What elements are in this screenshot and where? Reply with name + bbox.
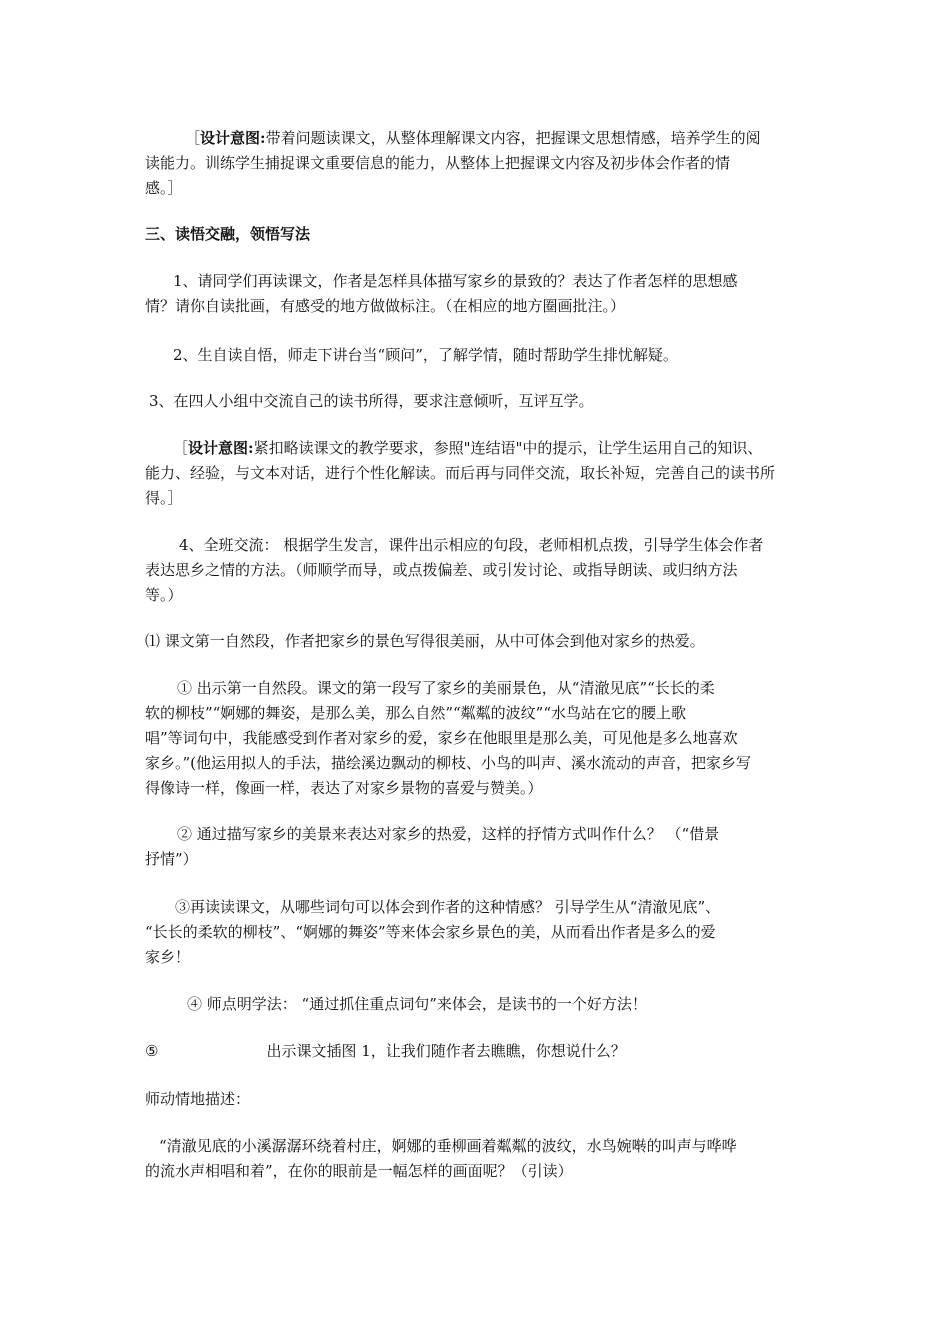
paragraph-line: 抒情”） xyxy=(145,850,198,868)
paragraph-line: 4、全班交流： 根据学生发言，课件出示相应的句段，老师相机点拨，引导学生体会作者 xyxy=(179,536,764,554)
step-3-paragraph xyxy=(145,389,817,414)
paragraph-line: “长长的柔软的柳枝”、“婀娜的舞姿”等来体会家乡景色的美，从而看出作者是多么的爱 xyxy=(145,923,716,941)
teacher-description-paragraph xyxy=(145,1134,817,1184)
paragraph-line: 感。］ xyxy=(145,179,183,197)
paragraph-line: 软的柳枝”“婀娜的舞姿，是那么美，那么自然”“粼粼的波纹”“水鸟站在它的腰上歌 xyxy=(145,704,687,722)
paragraph-line: 唱”等词句中，我能感受到作者对家乡的爱，家乡在他眼里是那么美，可见他是多么地喜欢 xyxy=(145,729,738,747)
paragraph-line: ③再读读课文，从哪些词句可以体会到作者的这种情感？ 引导学生从“清澈见底”、 xyxy=(175,898,721,916)
item-marker: ⑤ xyxy=(145,1042,159,1060)
paragraph-line: ① 出示第一自然段。课文的第一段写了家乡的美丽景色，从“清澈见底”“长长的柔 xyxy=(177,679,715,697)
paragraph-line: 等。） xyxy=(145,586,183,604)
bracket-open: ［ xyxy=(173,439,189,457)
paragraph-line: 家乡！ xyxy=(145,948,191,966)
paragraph-line: 得。］ xyxy=(145,489,183,507)
bracket-open: ［ xyxy=(185,129,201,147)
sub-item-2-paragraph xyxy=(145,822,817,872)
design-intent-paragraph-1 xyxy=(145,126,817,201)
paragraph-line: 能力、经验，与文本对话，进行个性化解读。而后再与同伴交流，取长补短，完善自己的读书所 xyxy=(145,464,776,482)
sub-item-1-paragraph xyxy=(145,676,817,801)
step-1-paragraph xyxy=(145,269,817,319)
item-1-paragraph xyxy=(145,629,817,654)
paragraph-line: 家乡。”(他运用拟人的手法，描绘溪边飘动的柳枝、小鸟的叫声、溪水流动的声音，把家乡写 xyxy=(145,754,752,772)
paragraph-line: 2、生自读自悟，师走下讲台当“顾问”，了解学情，随时帮助学生排忧解疑。 xyxy=(173,346,678,364)
paragraph-line: ④ 师点明学法： “通过抓住重点词句”来体会，是读书的一个好方法！ xyxy=(187,995,647,1013)
sub-item-3-paragraph xyxy=(145,895,817,970)
design-intent-label: 设计意图: xyxy=(200,129,266,147)
paragraph-line: 出示课文插图 1，让我们随作者去瞧瞧，你想说什么？ xyxy=(266,1042,626,1060)
sub-item-5-paragraph xyxy=(145,1039,817,1064)
sub-item-4-paragraph xyxy=(145,992,817,1017)
paragraph-line: ⑴ 课文第一自然段，作者把家乡的景色写得很美丽，从中可体会到他对家乡的热爱。 xyxy=(145,632,705,650)
paragraph-line: 3、在四人小组中交流自己的读书所得，要求注意倾听，互评互学。 xyxy=(149,392,594,410)
teacher-description-label: 师动情地描述： xyxy=(145,1090,251,1108)
design-intent-label: 设计意图: xyxy=(188,439,254,457)
paragraph-line: 读能力。训练学生捕捉课文重要信息的能力，从整体上把握课文内容及初步体会作者的情 xyxy=(145,154,731,172)
paragraph-line: 1、请同学们再读课文，作者是怎样具体描写家乡的景致的？表达了作者怎样的思想感 xyxy=(173,272,738,290)
paragraph-line: 表达思乡之情的方法。（师顺学而导，或点拨偏差、或引发讨论、或指导朗读、或归纳方法 xyxy=(145,561,738,579)
paragraph-line: 得像诗一样，像画一样，表达了对家乡景物的喜爱与赞美。） xyxy=(145,779,543,797)
step-2-paragraph xyxy=(145,343,817,368)
paragraph-line: 紧扣略读课文的教学要求，参照"连结语"中的提示，让学生运用自己的知识、 xyxy=(253,439,763,457)
paragraph-line: “清澈见底的小溪潺潺环绕着村庄，婀娜的垂柳画着粼粼的波纹，水鸟婉啭的叫声与哗哗 xyxy=(159,1137,737,1155)
paragraph-line: 情？请你自读批画，有感受的地方做做标注。（在相应的地方圈画批注。） xyxy=(145,297,626,315)
design-intent-paragraph-2 xyxy=(145,436,817,511)
step-4-paragraph xyxy=(145,533,817,608)
paragraph-line: 的流水声相唱和着”，在你的眼前是一幅怎样的画面呢？（引读） xyxy=(145,1162,573,1180)
paragraph-line: 带着问题读课文，从整体理解课文内容，把握课文思想情感，培养学生的阅 xyxy=(265,129,761,147)
paragraph-line: ② 通过描写家乡的美景来表达对家乡的热爱，这样的抒情方式叫作什么？ （“借景 xyxy=(177,825,720,843)
section-heading: 三、读悟交融，领悟写法 xyxy=(145,225,311,243)
